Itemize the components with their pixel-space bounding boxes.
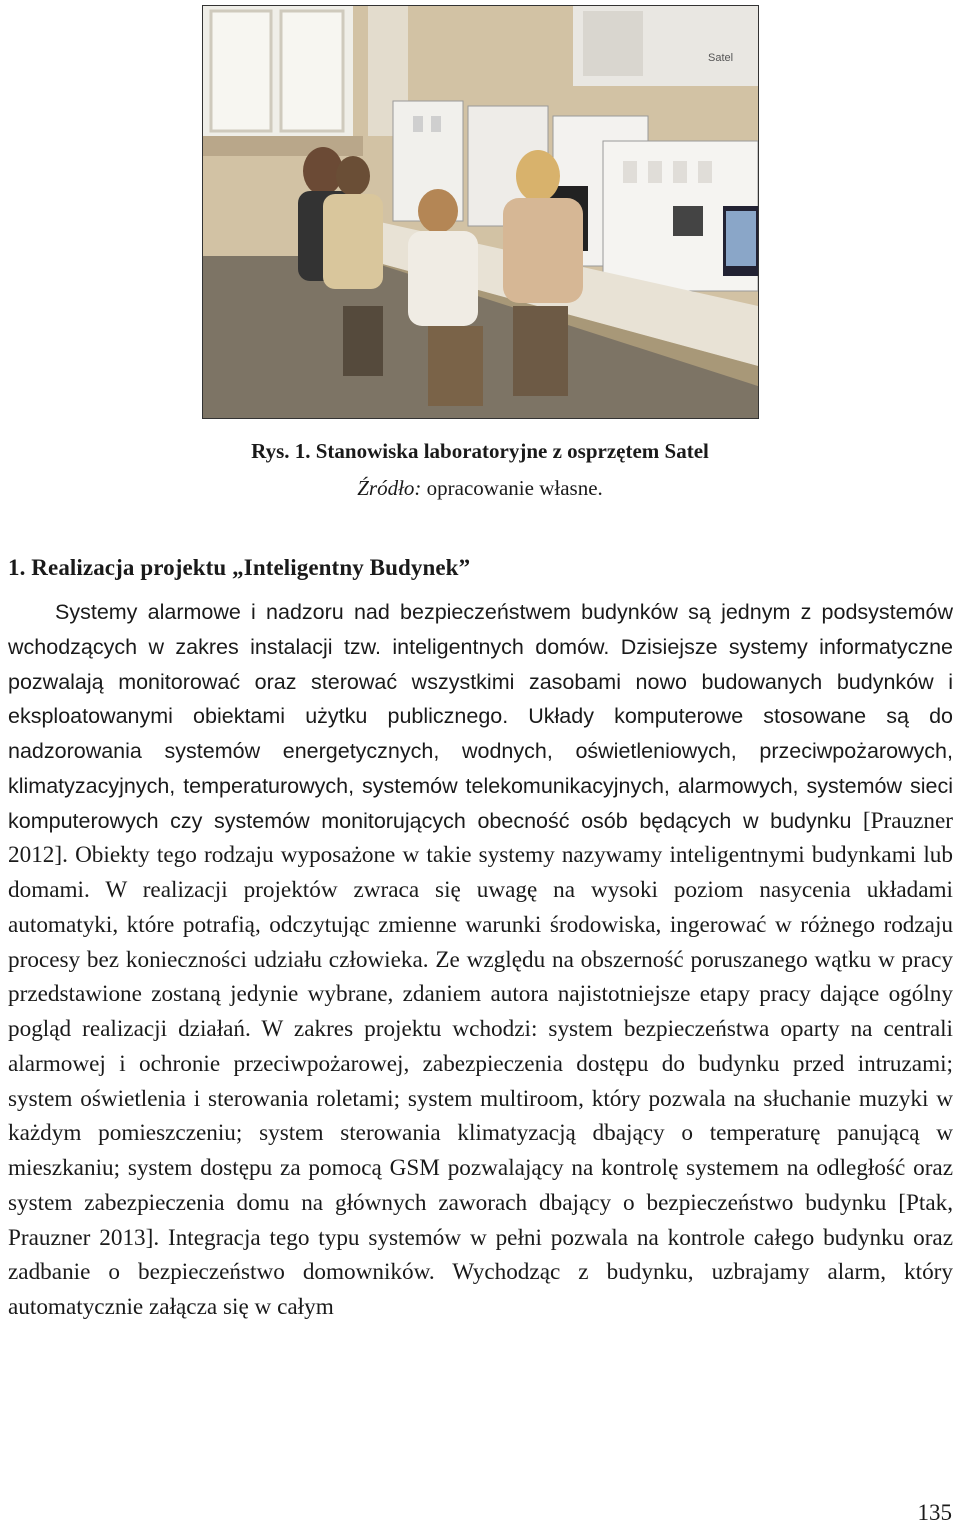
figure-source — [0, 476, 960, 501]
body-text-part-4: W realizacji projektów zwraca się uwagę na wysoki poziom nasycenia układami automatyki, które potrafią, odczytując zmienne warunki środowiska, ingerować w różnego rodzaju procesy bez konieczności udziału człowieka. Ze względu na obszerność poruszanego wątku w pracy przedstawione zostaną jedynie wybrane, zdaniem autora najistotniejsze etapy pracy dające ogólny pogląd realizacji działań. W zakres projektu wchodzi: system bezpieczeństwa oparty na centrali alarmowej i ochronie przeciwpożarowej, zabezpieczenia dostępu do budynku przed intruzami; system oświetlenia i sterowania roletami; system multiroom, który pozwala na słuchanie muzyki w każdym pomieszczeniu; system sterowania klimatyzacją dbający o temperaturę panującą w mieszkaniu; system dostępu za pomocą GSM pozwalający na kontrolę systemem na odległość oraz system zabezpieczenia domu na głównych zaworach dbający o bezpieczeństwo budynku — [8, 877, 953, 1216]
body-paragraph — [8, 595, 953, 1325]
body-text-part-3: [Prauzner 2012]. Obiekty tego rodzaju wyposażone w takie systemy nazywamy inteligentnymi budynkami lub domami. — [8, 807, 954, 903]
figure-source-label: Źródło: — [357, 476, 422, 500]
satel-sign-text: Satel — [708, 52, 734, 64]
body-text-part-2: Układy komputerowe stosowane są do nadzorowania systemów energetycznych, wodnych, oświetleniowych, przeciwpożarowych, klimatyzacyjnych, temperaturowych, systemów telekomunikacyjnych, alarmowych, systemów sieci komputerowych czy systemów monitorujących obecność osób będących w budynku — [8, 704, 954, 833]
section-heading: 1. Realizacja projektu „Inteligentny Budynek” — [8, 555, 471, 580]
lab-photo — [202, 5, 759, 419]
figure-source-text: opracowanie własne. — [426, 476, 603, 500]
body-text-part-1: Systemy alarmowe i nadzoru nad bezpieczeństwem budynków są jednym z podsystemów wchodzących w zakres instalacji tzw. inteligentnych domów. Dzisiejsze systemy informatyczne pozwalają monitorować oraz sterować wszystkimi zasobami nowo budowanych budynków i eksploatowanymi obiektami użytku publicznego. — [8, 600, 953, 729]
body-text-part-5: [Ptak, Prauzner 2013]. Integracja tego typu systemów w pełni pozwala na kontrole całego budynku oraz zadbanie o bezpieczeństwo domowników. Wychodząc z budynku, uzbrajamy alarm, który automatycznie załącza się w całym — [8, 1189, 954, 1320]
figure-caption: Rys. 1. Stanowiska laboratoryjne z osprzętem Satel — [251, 439, 709, 463]
lab-photo-illustration — [203, 6, 758, 418]
page-number: 135 — [917, 1500, 952, 1525]
